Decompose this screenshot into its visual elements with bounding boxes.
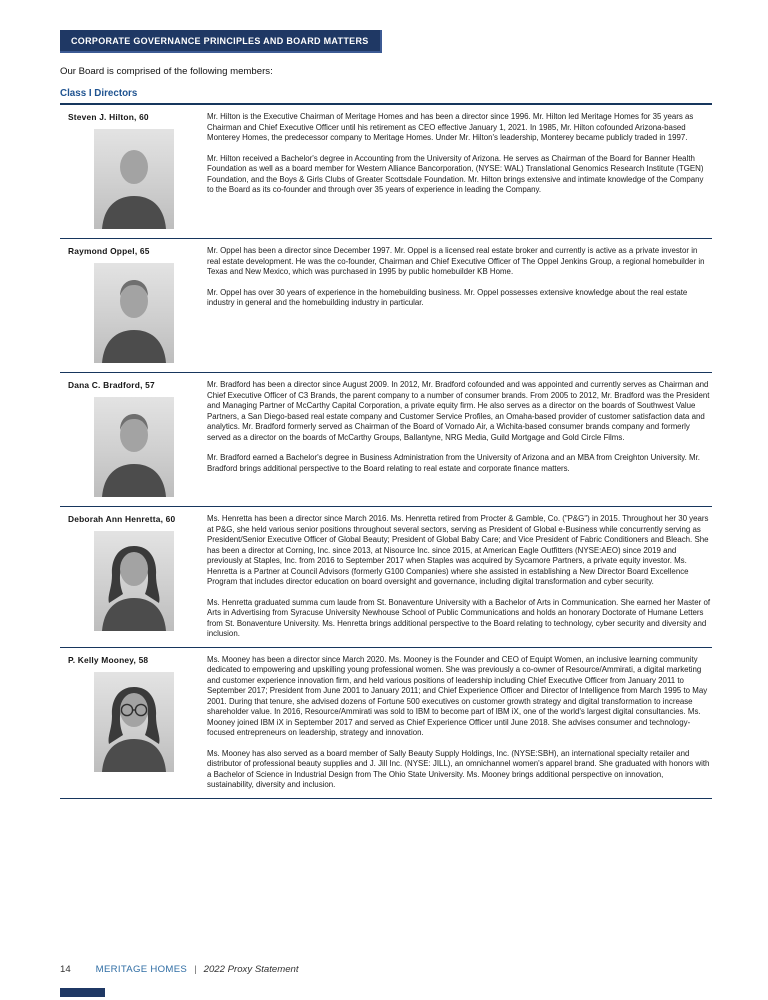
director-bio: [207, 377, 712, 499]
bio-paragraph: Mr. Bradford has been a director since August 2009. In 2012, Mr. Bradford cofounded and was appointed and currently serves as Chairman and Chief Executive Officer of C3 Brands, the parent company to a number of consumer brands. From 2005 to 2012, Mr. Bradford was the President and Managing Partner of McCarthy Capital Corporation, a private equity firm. He also serves as a director on the boards of Southwest Value Partners, a San Diego-based real estate company and Customer Service Profiles, an Omaha-based provider of customer satisfaction data and analytics. Mr. Bradford formerly served as Chairman of the Board of Vornado Air, a Wichita-based consumer brands company and formerly served as a director on the boards of McCarthy Groups, Ballantyne, NRG Media, Guild Mortgage and Gold Circle Films.: [207, 380, 710, 442]
class-i-directors-heading: Class I Directors: [60, 88, 712, 105]
page-number: 14: [60, 964, 71, 975]
section-banner: CORPORATE GOVERNANCE PRINCIPLES AND BOARD MATTERS: [60, 30, 382, 53]
director-row: [60, 648, 712, 799]
bio-paragraph: Mr. Oppel has been a director since December 1997. Mr. Oppel is a licensed real estate broker and currently is active as a private investor in real estate development. He was the co-founder, Chairman and Chief Executive Officer of The Oppel Jenkins Group, a regional homebuilder in Texas and New Mexico, which was purchased in 1995 by public homebuilder KB Home.: [207, 246, 705, 276]
director-left-cell: [60, 652, 207, 791]
director-headshot-photo: [94, 263, 174, 363]
director-headshot-photo: [94, 672, 174, 772]
director-bio: [207, 652, 712, 791]
footer-brand: MERITAGE HOMES: [95, 964, 188, 975]
page-content: [60, 30, 712, 799]
director-headshot-photo: [94, 129, 174, 229]
director-name: Deborah Ann Henretta, 60: [68, 514, 176, 524]
bio-paragraph: Ms. Henretta has been a director since March 2016. Ms. Henretta retired from Procter & Gamble, Co. ("P&G") in 2015. Throughout her 30 years at P&G, she held various senior positions throughout several sectors, serving as President of Global e-Business while concurrently serving as President/Senior Executive Officer of Global Beauty; President of Global Baby Care; and Vice President of Fabric Conditioners and Bleach. She has been a director at Corning, Inc. since 2013, at Nisource Inc. since 2015, at American Eagle Outfitters (NYSE:AEO) since 2019 and previously at Staples, Inc. from 2016 to September 2017 when Staples was acquired by Sycamore Partners, a private equity investor. Ms. Henretta is a Partner at Council Advisors (formerly G100 Companies) where she assisted in establishing a New Director Board Excellence Program that includes director education on board oversight and governance, including digital transformation and cyber security.: [207, 514, 709, 586]
director-headshot-photo: [94, 397, 174, 497]
footer-separator: |: [194, 964, 197, 975]
director-row: [60, 239, 712, 373]
page-footer: [60, 964, 299, 975]
bio-paragraph: Ms. Mooney has also served as a board member of Sally Beauty Supply Holdings, Inc. (NYSE:SBH), an international specialty retailer and distributor of professional beauty supplies and J. Jill Inc. (NYSE: JILL), an omnichannel women's apparel brand. She graduated with honors with a Bachelor of Science in Industrial Design from The Ohio State University. Ms. Mooney brings additional perspective on innovation, sustainability, diversity and inclusion.: [207, 748, 710, 789]
bio-paragraph: Ms. Mooney has been a director since March 2020. Ms. Mooney is the Founder and CEO of Equipt Women, an inclusive learning community dedicated to empowering and upskilling young professional women. She was previously a co-owner of Resource/Ammirati, a digital marketing and customer experience innovation firm, and held various positions of leadership including Chief Executive Officer from January 2011 to September 2017; President from June 2001 to January 2011; and Chief Experience Officer and Director of Intelligence from March 1995 to May 2001. During that tenure, she advised dozens of Fortune 500 executives on customer growth strategy and digital transformation to increase shareholder value. In 2016, Resource/Ammirati was sold to IBM to become part of IBM iX, one of the world's largest digital consultancies. Ms. Mooney joined IBM iX in September 2017 and served as Chief Experience Officer until June 2018. She advises consumer and technology-focused entrepreneurs on leadership, strategy and innovation.: [207, 654, 708, 737]
director-bio: [207, 243, 712, 365]
director-name: Steven J. Hilton, 60: [68, 112, 149, 122]
bio-paragraph: Mr. Hilton is the Executive Chairman of Meritage Homes and has been a director since 1996. Mr. Hilton led Meritage Homes for 35 years as Chairman and Chief Executive Officer until his retirement as CEO effective January 1, 2021. In 1985, Mr. Hilton cofounded Arizona-based Monterey Homes, the predecessor company to Meritage Homes. Under Mr. Hilton's leadership, Monterey became publicly traded in 1997.: [207, 112, 694, 142]
director-bio: [207, 109, 712, 231]
director-left-cell: [60, 243, 207, 365]
director-row: [60, 507, 712, 648]
intro-text: Our Board is comprised of the following members:: [60, 66, 273, 77]
directors-table: [60, 105, 712, 799]
footer-document-title: 2022 Proxy Statement: [203, 964, 299, 975]
director-name: Dana C. Bradford, 57: [68, 380, 155, 390]
director-name: Raymond Oppel, 65: [68, 246, 150, 256]
director-bio: [207, 511, 712, 640]
director-row: [60, 373, 712, 507]
director-row: [60, 105, 712, 239]
director-headshot-photo: [94, 531, 174, 631]
director-left-cell: [60, 511, 207, 640]
bio-paragraph: Mr. Hilton received a Bachelor's degree in Accounting from the University of Arizona. He serves as Chairman of the Board for Banner Health Foundation as well as a board member for Western Alliance Bancorporation, (NYSE: WAL) Translational Genomics Research Institute (TGEN) Foundation, and the Boys & Girls Clubs of Greater Scottsdale Foundation. Mr. Hilton brings extensive and intimate knowledge of the Company to the Board as its co-founder and through over 35 years of experience in leading the Company.: [207, 153, 704, 194]
bio-paragraph: Ms. Henretta graduated summa cum laude from St. Bonaventure University with a Bachelor of Arts in Communication. She earned her Master of Arts in Advertising from Syracuse University Newhouse School of Public Communications and holds an honorary Doctorate of Humane Letters from St. Bonaventure University. Ms. Henretta brings additional perspective to the Board relating to technology, cyber security and diversity and inclusion.: [207, 597, 711, 638]
director-name: P. Kelly Mooney, 58: [68, 654, 149, 665]
bio-paragraph: Mr. Bradford earned a Bachelor's degree in Business Administration from the University of Arizona and an MBA from Creighton University. Mr. Bradford brings additional perspective to the Board relating to real estate and corporate finance matters.: [207, 453, 700, 473]
director-left-cell: [60, 109, 207, 231]
bio-paragraph: Mr. Oppel has over 30 years of experience in the homebuilding business. Mr. Oppel possesses extensive knowledge about the real estate industry in general and the homebuilding industry in particular.: [207, 287, 688, 307]
footer-accent-bar: [60, 988, 105, 997]
director-left-cell: [60, 377, 207, 499]
